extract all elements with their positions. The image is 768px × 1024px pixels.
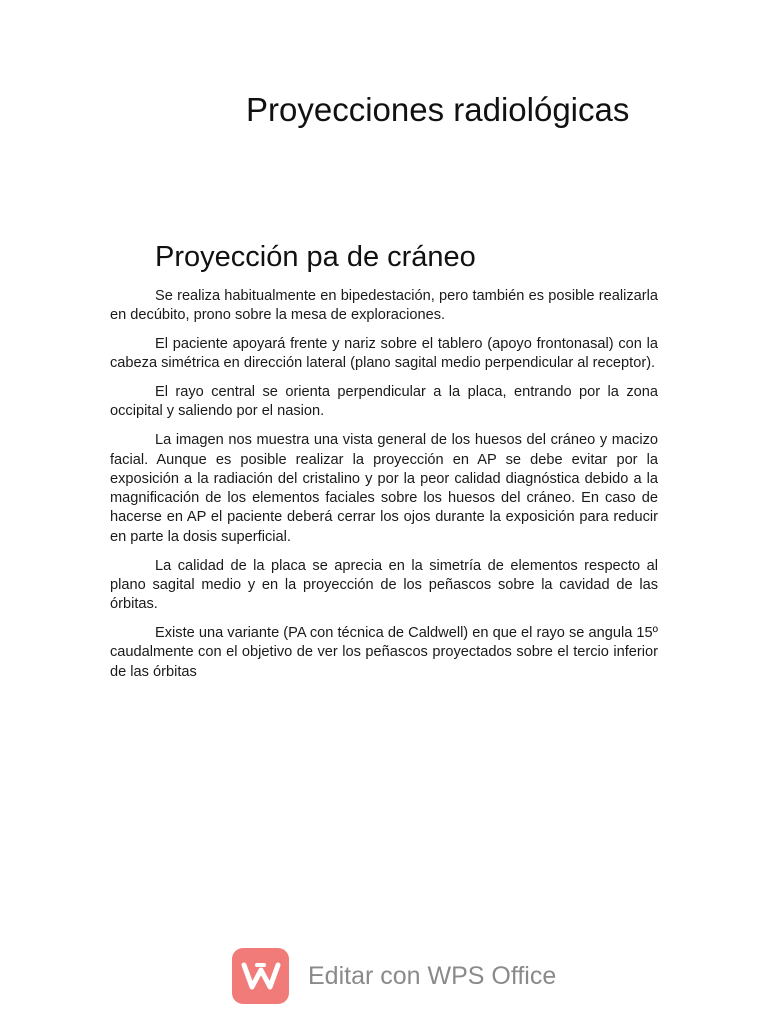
edit-with-wps-label[interactable]: Editar con WPS Office [308,961,557,990]
body-text [110,287,658,691]
paragraph: El rayo central se orienta perpendicular a la placa, entrando por la zona occipital y saliendo por el nasion. [110,384,658,420]
wps-office-logo-icon [232,948,289,1004]
paragraph: El paciente apoyará frente y nariz sobre el tablero (apoyo frontonasal) con la cabeza simétrica en dirección lateral (plano sagital medio perpendicular al receptor). [110,336,658,372]
paragraph: Existe una variante (PA con técnica de Caldwell) en que el rayo se angula 15º caudalmente con el objetivo de ver los peñascos proyectados sobre el tercio inferior de las órbitas [110,624,658,680]
section-heading: Proyección pa de cráneo [155,241,476,273]
paragraph: Se realiza habitualmente en bipedestación, pero también es posible realizarla en decúbito, prono sobre la mesa de exploraciones. [110,288,658,324]
paragraph: La calidad de la placa se aprecia en la simetría de elementos respecto al plano sagital medio y en la proyección de los peñascos sobre la cavidad de las órbitas. [110,557,658,613]
document-title: Proyecciones radiológicas [246,91,630,128]
wps-w-glyph-icon [241,961,281,991]
paragraph: La imagen nos muestra una vista general de los huesos del cráneo y macizo facial. Aunque es posible realizar la proyección en AP se debe evitar por la exposición a la radiación del cristalino y por la peor calidad diagnóstica debido a la magnificación de los elementos faciales sobre los huesos del cráneo. En caso de hacerse en AP el paciente deberá cerrar los ojos durante la exposición para reducir en parte la dosis superficial. [110,432,658,545]
edit-with-wps-banner[interactable] [232,948,556,1004]
